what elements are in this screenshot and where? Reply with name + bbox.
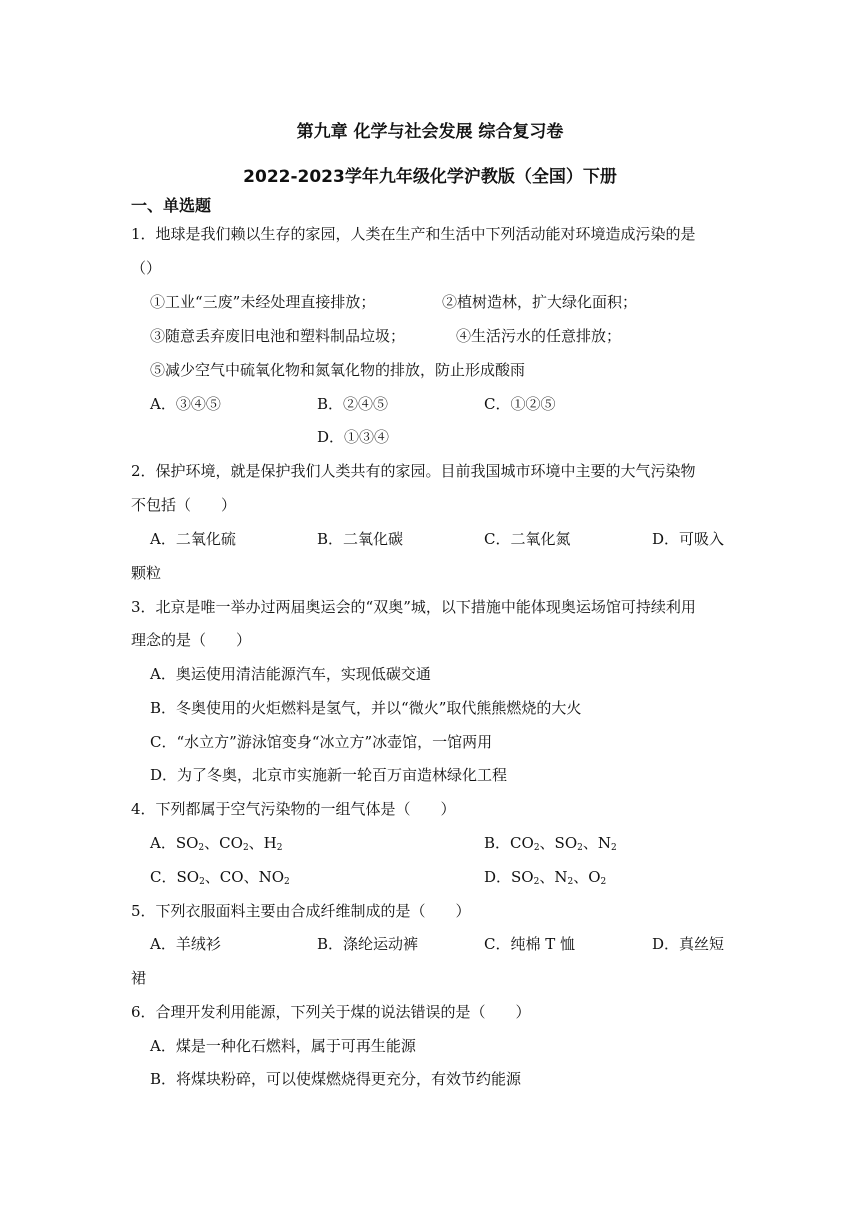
option-a[interactable]: A．奥运使用清洁能源汽车，实现低碳交通 <box>150 665 431 683</box>
statement-item: ①工业“三废”未经处理直接排放； <box>150 293 376 311</box>
option-a[interactable]: A．③④⑤ <box>150 395 221 413</box>
option-b[interactable]: B．$CO_2$、$SO_2$、$N_2$ <box>484 834 617 853</box>
statement-item: ②植树造林，扩大绿化面积； <box>442 293 638 311</box>
option-b[interactable]: B．涤纶运动裤 <box>317 935 419 953</box>
option-a[interactable]: A．煤是一种化石燃料，属于可再生能源 <box>150 1037 416 1055</box>
statement-item: ④生活污水的任意排放； <box>456 327 622 345</box>
option-c[interactable]: C．纯棉 T 恤 <box>484 935 576 953</box>
option-label: D． <box>484 868 512 886</box>
option-c[interactable]: C．“水立方”游泳馆变身“冰立方”冰壶馆，一馆两用 <box>150 733 493 751</box>
option-label: A． <box>150 834 176 852</box>
option-d[interactable]: D．为了冬奥，北京市实施新一轮百万亩造林绿化工程 <box>150 766 508 784</box>
question-stem: 2．保护环境，就是保护我们人类共有的家园。目前我国城市环境中主要的大气污染物 <box>131 462 696 480</box>
option-d[interactable]: D．可吸入 <box>652 530 725 548</box>
option-a[interactable]: A．羊绒衫 <box>150 935 221 953</box>
statement-item: ⑤减少空气中硫氧化物和氮氧化物的排放，防止形成酸雨 <box>150 361 526 379</box>
option-d[interactable]: D．①③④ <box>317 428 390 446</box>
option-b[interactable]: B．②④⑤ <box>317 395 389 413</box>
question-stem: 6．合理开发利用能源，下列关于煤的说法错误的是（ ） <box>131 1003 531 1021</box>
option-c[interactable]: C．①②⑤ <box>484 395 556 413</box>
question-stem: 4．下列都属于空气污染物的一组气体是（ ） <box>131 800 456 818</box>
section-heading: 一、单选题 <box>131 196 212 215</box>
option-a[interactable]: A．$SO_2$、$CO_2$、$H_2$ <box>150 834 283 853</box>
question-stem: 不包括（ ） <box>131 496 237 514</box>
option-b[interactable]: B．将煤块粉碎，可以使煤燃烧得更充分，有效节约能源 <box>150 1070 522 1088</box>
option-a[interactable]: A．二氧化硫 <box>150 530 236 548</box>
document-subtitle: 2022-2023学年九年级化学沪教版（全国）下册 <box>243 167 617 187</box>
option-c[interactable]: C．二氧化氮 <box>484 530 571 548</box>
option-label: C． <box>150 868 177 886</box>
option-d[interactable]: D．$SO_2$、$N_2$、$O_2$ <box>484 868 607 887</box>
option-d[interactable]: D．真丝短 <box>652 935 725 953</box>
option-d-continued: 裙 <box>131 969 147 987</box>
question-stem: 1．地球是我们赖以生存的家园，人类在生产和生活中下列活动能对环境造成污染的是 <box>131 225 696 243</box>
question-stem: 理念的是（ ） <box>131 631 252 649</box>
question-stem: （） <box>131 259 162 277</box>
question-stem: 3．北京是唯一举办过两届奥运会的“双奥”城，以下措施中能体现奥运场馆可持续利用 <box>131 598 696 616</box>
document-title: 第九章 化学与社会发展 综合复习卷 <box>296 122 564 142</box>
question-stem: 5．下列衣服面料主要由合成纤维制成的是（ ） <box>131 902 471 920</box>
option-label: B． <box>484 834 511 852</box>
option-b[interactable]: B．二氧化碳 <box>317 530 404 548</box>
statement-item: ③随意丢弃废旧电池和塑料制品垃圾； <box>150 327 406 345</box>
option-c[interactable]: C．$SO_2$、CO、$NO_2$ <box>150 868 290 887</box>
option-d-continued: 颗粒 <box>131 564 162 582</box>
option-b[interactable]: B．冬奥使用的火炬燃料是氢气，并以“微火”取代熊熊燃烧的大火 <box>150 699 582 717</box>
